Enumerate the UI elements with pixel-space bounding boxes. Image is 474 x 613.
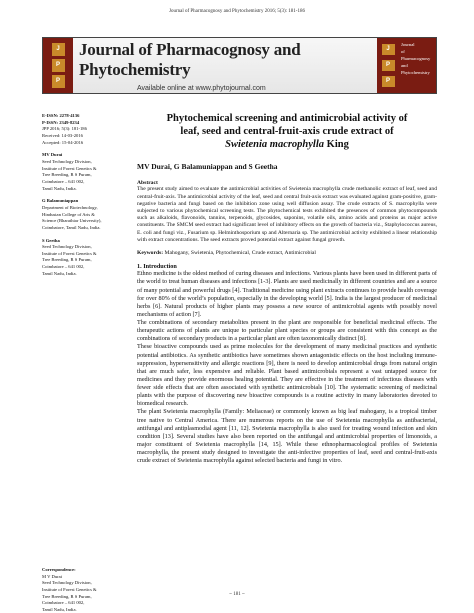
cover-text-line: Pharmacognosy — [401, 55, 431, 61]
journal-cover-text — [399, 38, 436, 93]
page-number: ~ 181 ~ — [229, 592, 245, 597]
affiliation — [42, 152, 122, 192]
title-line: leaf, seed and central-fruit-axis crude extract of — [180, 125, 394, 137]
title-species: Swietenia macrophylla — [225, 138, 325, 150]
journal-title: Journal of Pharmacognosy and Phytochemistry — [79, 39, 301, 79]
affiliation — [42, 198, 122, 231]
journal-banner — [42, 37, 437, 94]
keywords — [137, 250, 437, 257]
logo-letter: J — [52, 43, 65, 56]
journal-logo-left — [43, 38, 73, 93]
affiliation-line: Seed Technology Division, — [42, 158, 92, 164]
correspondence-line: Tree Breeding, R S Puram, — [42, 593, 92, 599]
introduction-body — [137, 270, 437, 465]
article-main — [137, 113, 437, 465]
affiliation-line: Tamil Nadu, India. — [42, 185, 77, 191]
cover-text-line: Journal — [401, 42, 415, 47]
identifiers — [42, 113, 122, 146]
title-suffix: King — [324, 138, 349, 150]
keywords-text: Mahogany, Swietenia, Phytochemical, Crude extract, Antimicrobial — [163, 250, 316, 257]
abstract-heading: Abstract — [137, 180, 158, 187]
affiliation-line: Coimbatore – 641 002, — [42, 264, 85, 270]
affiliation-name: S Geetha — [42, 237, 60, 243]
logo-letter: P — [382, 76, 395, 87]
correspondence-line: Institute of Forest Genetics & — [42, 586, 97, 592]
correspondence-label: Correspondence: — [42, 567, 76, 572]
title-line: Phytochemical screening and antimicrobial activity of — [166, 113, 408, 124]
volume-info: JPP 2016; 5(3): 181-186 — [42, 126, 87, 132]
affiliation-line: Hindustan College of Arts & — [42, 211, 95, 217]
article-sidebar — [42, 113, 122, 612]
author-list: MV Durai, G Balamuniappan and S Geetha — [137, 162, 278, 172]
abstract-text: The present study aimed to evaluate the antimicrobial activities of Swietenia macrophylla crude methanolic extract of leaf, seed and central-fruit-axis. The antimicrobial activity of the leaf, seed and central fruit-axis extract was evaluated against gram-positive, gram-negative bacteria and fungi based on the inhibition zone using well diffusion assay. The crude extracts of S. macrophylla were subjected to various phytochemical screening tests. The phytochemical tests exhibited the presences of common phytocompounds such as alkaloids, flavonoids, tannins, terpenoids, glycosides, saponins, volatile oils, amino acids and proteins as major active constituents. The SMCM seed extract had significant level of inhibitory effects on the growth of bacteria viz., Staphylococcus aureus, E. coli and fungi viz., Fusarium sp. Helminthosporium sp and Alternaria sp. The antimicrobial activity exhibited a linear relationship with extract concentrations. The seed extracts proved potential extract against fungal growth. — [137, 186, 437, 243]
cover-text-line: of — [401, 48, 405, 54]
affiliation-line: Coimbatore – 641 002, — [42, 178, 85, 184]
issn-print: P-ISSN: 2349-8234 — [42, 119, 80, 125]
section-heading: 1. Introduction — [137, 263, 177, 271]
affiliation-line: Tree Breeding, R S Puram, — [42, 257, 92, 263]
correspondence — [42, 567, 97, 613]
correspondence-line: Coimbatore – 641 002, — [42, 600, 85, 606]
affiliation-line: Tamil Nadu, India. — [42, 270, 77, 276]
article-title — [137, 113, 437, 151]
affiliation-line: Coimbatore, Tamil Nadu, India. — [42, 224, 101, 230]
affiliation-line: Tree Breeding, R S Puram, — [42, 172, 92, 178]
affiliation-line: Institute of Forest Genetics & — [42, 250, 97, 256]
running-head: Journal of Pharmacognosy and Phytochemistry 2016; 5(3): 181-186 — [169, 9, 305, 14]
issn-electronic: E-ISSN: 2278-4136 — [42, 113, 80, 118]
logo-letter: J — [382, 44, 395, 55]
affiliation-line: Department of Biotechnology, — [42, 204, 98, 210]
keywords-label: Keywords: — [137, 250, 164, 257]
cover-text-line: and — [401, 62, 408, 68]
logo-letter: P — [382, 60, 395, 71]
affiliation-name: G Balamuniappan — [42, 198, 79, 204]
affiliation-name: MV Durai — [42, 152, 63, 158]
journal-website: Available online at www.phytojournal.com — [137, 84, 266, 92]
affiliation-line: Seed Technology Division, — [42, 244, 92, 250]
journal-logo-right — [377, 38, 399, 93]
affiliation-line: Science (Bharathiar University), — [42, 218, 102, 224]
received-date: Received: 14-03-2016 — [42, 132, 83, 138]
cover-text-line: Phytochemistry — [401, 69, 430, 75]
paragraph: Ethno medicine is the oldest method of curing diseases and infections. Various plants have been used in different parts of the world to treat human diseases and infections [1-3]. Plants are used medicinally in different countries and are a source of many potential and powerful drugs [4]. Traditional medicine using plant extracts continues to provide health coverage for over 80% of the world’s population, especially in the developing world [5]. India is the largest producer of medicinal herbs [6]. Natural products of higher plants may possess a new source of antimicrobial agents with possibly novel mechanisms of action [7]. — [137, 270, 437, 318]
paragraph: The combinations of secondary metabolites present in the plant are responsible for beneficial medicinal effects. The therapeutic actions of plants are unique to particular plant species or groups are consistent with this concept as the combinations of secondary products in a particular plant are often taxonomically distinct [8]. — [137, 319, 437, 343]
correspondence-name: M V Durai — [42, 573, 62, 579]
paragraph: These bioactive compounds used as prime molecules for the development of many medicinal practices and synthetic potential antibiotics. As synthetic antibiotics have sometimes shown antagonistic effects on the host including immune-suppression, hypersensitivity and allergic reactions [9], there is need to develop antimicrobial drugs from natural origin that are much safer, less expensive and reliable. Plant based antimicrobials represent a vast untapped source for medicines and they provide enormous healing potential. They are effective in the treatment of infectious diseases with fewer side effects that are often associated with synthetic antimicrobials [10]. The systematic screening of medicinal plants with the purpose of discovering new bioactive compounds is a routine activity in many laboratories devoted to biomedical research. — [137, 343, 437, 408]
correspondence-line: Tamil Nadu, India. — [42, 606, 77, 612]
logo-letter: P — [52, 59, 65, 72]
accepted-date: Accepted: 15-04-2016 — [42, 139, 84, 145]
logo-letter: P — [52, 75, 65, 88]
affiliation — [42, 238, 122, 278]
correspondence-line: Seed Technology Division, — [42, 580, 92, 586]
affiliation-line: Institute of Forest Genetics & — [42, 165, 97, 171]
paragraph: The plant Swietenia macrophylla (Family: Meliaceae) or commonly known as big leaf mahogany, is a tropical timber tree native to Central America. There are numerous reports on the use of Swietenia macrophylla as antibacterial, antifungal and antiplasmodial agent [11, 12]. Swietenia macrophylla is also used for treating wound infection and skin condition [13]. Several studies have also been reported on the antifungal and antimicrobial properties of limonoids, a major constituent of Swietenia macrophylla [14, 15]. While these ethnopharmacological profiles of Swietenia macrophylla, the present study designed to investigate the anti-infective properties of leaf, seed and central-fruit-axis crude extract of Swietenia macrophylla against selected bacteria and fungi in vitro. — [137, 408, 437, 465]
